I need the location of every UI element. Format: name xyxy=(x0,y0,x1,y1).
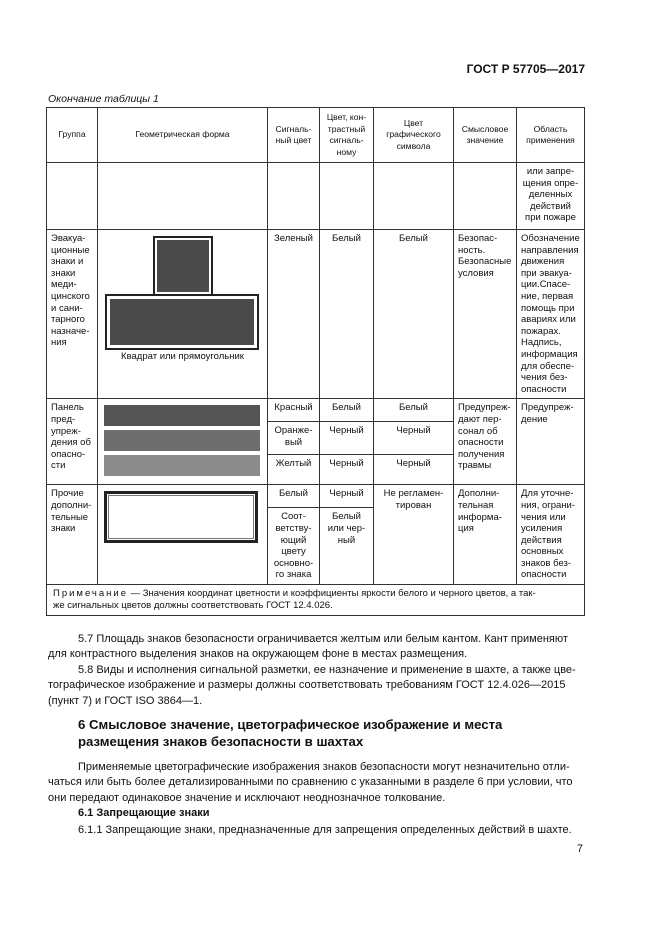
signal-orange: Оранже- вый xyxy=(268,422,319,455)
table-row-continuation xyxy=(47,163,585,230)
symbol-1: Белый xyxy=(374,399,453,422)
h6-line-1: 6 Смысловое значение, цветографическое изображение и места xyxy=(78,717,503,732)
cell-area: Предупреж- дение xyxy=(517,399,585,485)
cell-signal-colors xyxy=(268,485,320,585)
col-header-area: Область применения xyxy=(517,108,585,163)
note-text-1: — Значения координат цветности и коэффициенты яркости белого и черного цветов, а так- xyxy=(128,588,536,600)
paragraph-5-8 xyxy=(48,663,586,709)
col-header-signal-color: Сигналь- ный цвет xyxy=(268,108,320,163)
cell-contrast-colors xyxy=(320,399,374,485)
signal-red: Красный xyxy=(268,399,319,422)
cell-contrast-color: Белый xyxy=(320,230,374,399)
table-row-warning xyxy=(47,399,585,485)
cell-shape-square-rect xyxy=(98,230,268,399)
paragraph-6 xyxy=(48,760,586,806)
warning-bar-orange xyxy=(104,430,260,451)
cell-symbol-color: Белый xyxy=(374,230,454,399)
table-caption: Окончание таблицы 1 xyxy=(48,93,159,105)
section-6-1-heading: 6.1 Запрещающие знаки xyxy=(78,807,210,819)
cell-shape-bars xyxy=(98,399,268,485)
signal-yellow: Желтый xyxy=(275,458,312,470)
cell-area: или запре- щения опре- деленных действий при пожаре xyxy=(517,163,585,230)
cell-shape-white-rect xyxy=(98,485,268,585)
contrast-1: Белый xyxy=(320,399,373,422)
symbol-2: Черный xyxy=(374,422,453,455)
p611-line-1: 6.1.1 Запрещающие знаки, предназначенные для запрещения определенных действий в шахте. xyxy=(78,824,572,836)
paragraph-6-1-1 xyxy=(48,823,586,838)
h6-line-2: размещения знаков безопасности в шахтах xyxy=(78,733,364,749)
col-header-shape: Геометрическая форма xyxy=(98,108,268,163)
cell-area: Для уточне- ния, ограни- чения или усиления действия основных знаков без- опасности xyxy=(517,485,585,585)
p6-line-1: Применяемые цветографические изображения знаков безопасности могут незначительно отли- xyxy=(78,761,570,773)
col-header-meaning: Смысловое значение xyxy=(454,108,517,163)
table-note xyxy=(47,585,585,616)
cell-signal-color: Зеленый xyxy=(268,230,320,399)
cell-contrast-colors xyxy=(320,485,374,585)
col-header-symbol-color: Цвет графического символа xyxy=(374,108,454,163)
col-header-contrast-color: Цвет, кон- трастный сигналь- ному xyxy=(320,108,374,163)
contrast-black: Черный xyxy=(320,485,373,508)
p57-line-1: 5.7 Площадь знаков безопасности ограничивается желтым или белым кантом. Кант применяют xyxy=(78,633,568,645)
warning-bar-yellow xyxy=(104,455,260,476)
section-6-heading xyxy=(78,717,578,750)
contrast-3: Черный xyxy=(329,458,364,470)
warning-bar-red xyxy=(104,405,260,426)
table-row-evacuation xyxy=(47,230,585,399)
paragraph-5-7 xyxy=(48,632,586,663)
note-prefix: Примечание xyxy=(53,588,128,600)
signal-white: Белый xyxy=(268,485,319,508)
cell-symbol-color: Не регламен- тирован xyxy=(374,485,454,585)
cell-meaning: Дополни- тельная информа- ция xyxy=(454,485,517,585)
white-rectangle-shape xyxy=(104,491,258,543)
cell-meaning: Предупреж- дают пер- сонал об опасности получения травмы xyxy=(454,399,517,485)
table-row-other xyxy=(47,485,585,585)
p58-line-2: тографическое изображение и размеры должны соответствовать требованиям ГОСТ 12.4.026—2015 xyxy=(48,679,566,692)
cell-area: Обозначение направления движения при эвакуа- ции.Спасе- ние, первая помощь при авариях или пожарах. Надпись, информация для обеспе- чения без- опасности xyxy=(517,230,585,399)
col-header-group: Группа xyxy=(47,108,98,163)
table-note-row xyxy=(47,585,585,616)
note-text-2: же сигнальных цветов должны соответствовать ГОСТ 12.4.026. xyxy=(53,600,333,612)
shape-label: Квадрат или прямоугольник xyxy=(121,351,244,362)
contrast-2: Черный xyxy=(320,422,373,455)
cell-group: Прочие дополни- тельные знаки xyxy=(47,485,98,585)
cell-signal-colors xyxy=(268,399,320,485)
cell-meaning: Безопас- ность. Безопасные условия xyxy=(454,230,517,399)
symbol-3: Черный xyxy=(396,458,431,470)
contrast-white-or-black: Белый или чер- ный xyxy=(327,511,366,546)
cell-group: Эвакуа- ционные знаки и знаки меди- цинского и сани- тарного назначе- ния xyxy=(47,230,98,399)
p58-line-1: 5.8 Виды и исполнения сигнальной разметки, ее назначение и применение в шахте, а также цве- xyxy=(78,664,576,676)
p58-line-3: (пункт 7) и ГОСТ ISO 3864—1. xyxy=(48,694,203,707)
cell-symbol-colors xyxy=(374,399,454,485)
p6-line-2: чаться или быть более детализированными по сравнению с указанными в разделе 6 при условии, что xyxy=(48,776,573,789)
table-header-row xyxy=(47,108,585,163)
cell-group: Панель пред- упреж- дения об опасно- сти xyxy=(47,399,98,485)
signal-matching: Соот- ветству- ющий цвету основно- го знака xyxy=(273,511,314,581)
document-code: ГОСТ Р 57705—2017 xyxy=(466,62,585,76)
p6-line-3: они передают одинаковое значение и исключают неоднозначное толкование. xyxy=(48,791,446,804)
rectangle-sign-shape xyxy=(105,294,259,350)
page-number: 7 xyxy=(576,843,583,855)
table-1 xyxy=(46,107,584,616)
square-sign-shape xyxy=(153,236,213,296)
p57-line-2: для контрастного выделения знаков на окружающем фоне в местах размещения. xyxy=(48,648,468,661)
